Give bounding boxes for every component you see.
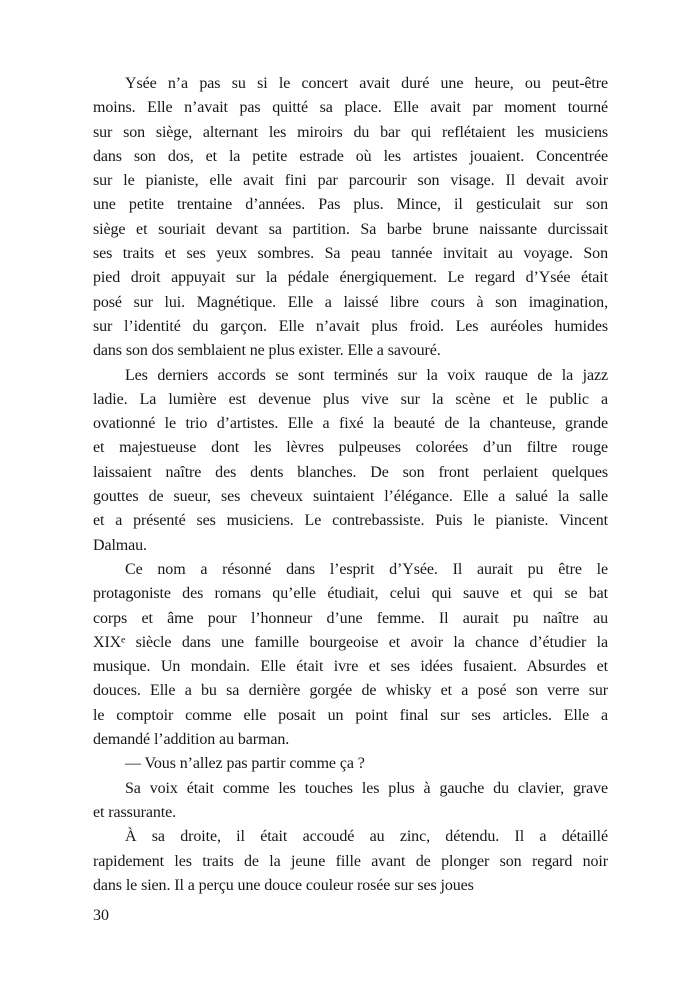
text-line: protagoniste des romans qu’elle étudiait, celui qui sauve et qui se bat xyxy=(93,585,608,603)
text-line: ovationné le trio d’artistes. Elle a fixé la beauté de la chanteuse, grande xyxy=(93,415,608,433)
text-line: demandé l’addition au barman. xyxy=(93,731,290,749)
text-line: rapidement les traits de la jeune fille avant de plonger son regard noir xyxy=(93,852,608,870)
text-line: gouttes de sueur, ses cheveux suintaient l’élégance. Elle a salué la salle xyxy=(93,488,608,506)
text-line: dans le sien. Il a perçu une douce couleur rosée sur ses joues xyxy=(93,876,474,894)
text-line: laissaient naître des dents blanches. De son front perlaient quelques xyxy=(93,463,608,481)
text-line: dans son dos semblaient ne plus exister. Elle a savouré. xyxy=(93,342,441,360)
text-line: XIXᵉ siècle dans une famille bourgeoise et avoir la chance d’étudier la xyxy=(93,633,608,651)
text-line: Dalmau. xyxy=(93,536,147,554)
text-line: sur le pianiste, elle avait fini par parcourir son visage. Il devait avoir xyxy=(93,172,608,190)
text-line: posé sur lui. Magnétique. Elle a laissé libre cours à son imagination, xyxy=(93,293,608,311)
text-line: À sa droite, il était accoudé au zinc, détendu. Il a détaillé xyxy=(125,828,608,846)
text-line: une petite trentaine d’années. Pas plus. Mince, il gesticulait sur son xyxy=(93,196,608,214)
text-line: Ysée n’a pas su si le concert avait duré une heure, ou peut-être xyxy=(125,75,608,92)
text-line: pied droit appuyait sur la pédale énergiquement. Le regard d’Ysée était xyxy=(93,269,608,287)
text-line: musique. Un mondain. Elle était ivre et ses idées fusaient. Absurdes et xyxy=(93,658,608,676)
text-line: Ce nom a résonné dans l’esprit d’Ysée. Il aurait pu être le xyxy=(125,560,608,578)
text-line: et a présenté ses musiciens. Le contrebassiste. Puis le pianiste. Vincent xyxy=(93,512,608,530)
text-line: ladie. La lumière est devenue plus vive sur la scène et le public a xyxy=(93,390,608,408)
text-line: sur son siège, alternant les miroirs du bar qui reflétaient les musiciens xyxy=(93,123,608,141)
text-line: Les derniers accords se sont terminés sur la voix rauque de la jazz xyxy=(125,366,608,384)
text-line: le comptoir comme elle posait un point final sur ses articles. Elle a xyxy=(93,706,608,724)
page-number: 30 xyxy=(93,907,109,924)
text-line: corps et âme pour l’honneur d’une femme. Il aurait pu naître au xyxy=(93,609,608,627)
text-line: douces. Elle a bu sa dernière gorgée de whisky et a posé son verre sur xyxy=(93,682,608,700)
text-line: siège et souriait devant sa partition. Sa barbe brune naissante durcissait xyxy=(93,220,608,238)
text-line: sur l’identité du garçon. Elle n’avait plus froid. Les auréoles humides xyxy=(93,317,608,335)
text-line: et rassurante. xyxy=(93,803,177,821)
text-line: dans son dos, et la petite estrade où les artistes jouaient. Concentrée xyxy=(93,147,608,165)
text-line: Sa voix était comme les touches les plus à gauche du clavier, grave xyxy=(125,779,608,797)
text-line: ses traits et ses yeux sombres. Sa peau tannée invitait au voyage. Son xyxy=(93,245,608,263)
page-text xyxy=(93,72,608,898)
text-line: — Vous n’allez pas partir comme ça ? xyxy=(125,755,365,773)
text-line: et majestueuse dont les lèvres pulpeuses colorées d’un filtre rouge xyxy=(93,439,608,457)
text-line: moins. Elle n’avait pas quitté sa place. Elle avait par moment tourné xyxy=(93,99,608,117)
